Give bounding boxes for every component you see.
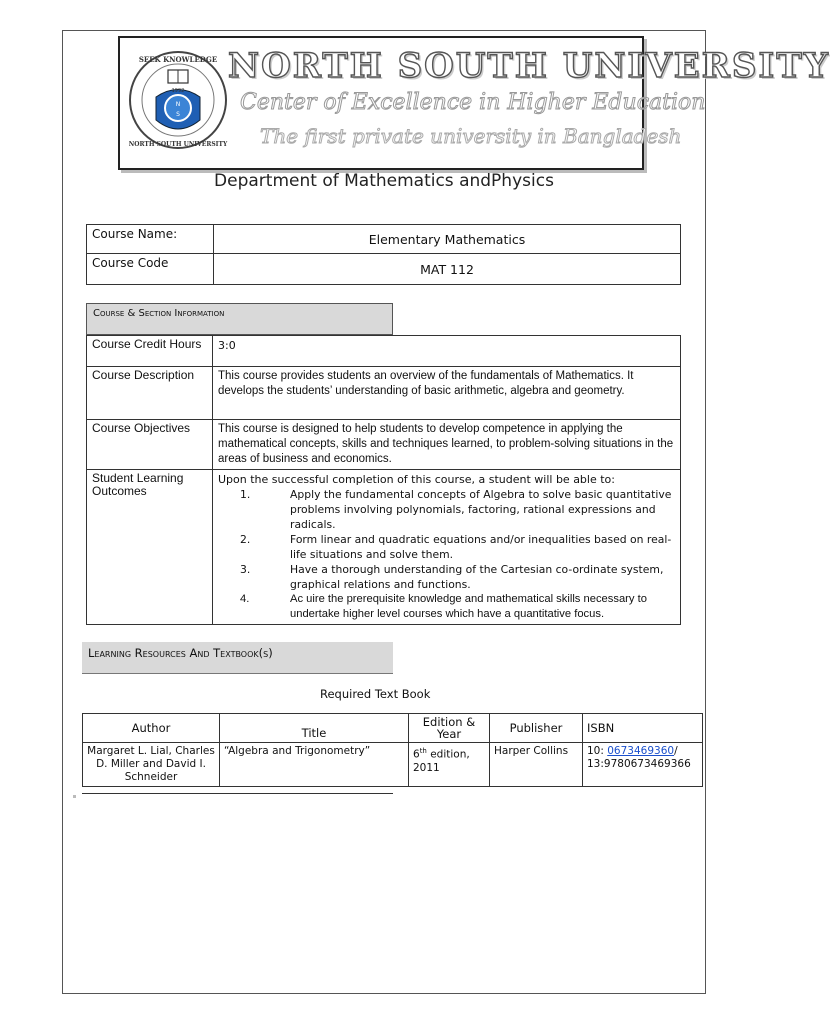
- isbn10-prefix: 10:: [587, 745, 608, 757]
- seal-bottom-text: NORTH SOUTH UNIVERSITY: [128, 141, 228, 148]
- course-code-row: [87, 254, 681, 285]
- edition-suffix: th: [419, 747, 427, 755]
- outcome-number: 4.: [240, 593, 250, 605]
- list-item: [218, 592, 675, 622]
- edition-year: edition, 2011: [413, 748, 470, 774]
- column-header-isbn: ISBN: [583, 714, 703, 743]
- university-banner: [118, 36, 830, 170]
- column-header-edition: Edition & Year: [409, 714, 490, 743]
- column-header-author: Author: [83, 714, 220, 743]
- course-name-value: Elementary Mathematics: [214, 225, 681, 254]
- book-publisher: Harper Collins: [490, 743, 583, 787]
- outcome-text: Apply the fundamental concepts of Algebra to solve basic quantitative problems involving polynomials, factoring, rational expressions and radicals.: [290, 488, 672, 531]
- course-name-label: Course Name:: [87, 225, 214, 254]
- course-code-label: Course Code: [87, 254, 214, 285]
- seal-year: 1992: [171, 88, 185, 94]
- book-isbn: [583, 743, 703, 787]
- edition-number: 6: [413, 748, 420, 761]
- course-code-value: MAT 112: [214, 254, 681, 285]
- resources-header: Learning Resources And Textbook(s): [82, 642, 393, 674]
- outcomes-list: [218, 487, 675, 622]
- course-name-row: [87, 225, 681, 254]
- outcome-number: 1.: [240, 488, 251, 501]
- book-edition: [409, 743, 490, 787]
- credit-row: [87, 336, 681, 367]
- column-header-title: Title: [220, 714, 409, 743]
- credit-value: 3:0: [213, 336, 681, 367]
- outcome-number: 3.: [240, 563, 251, 576]
- outcomes-intro: Upon the successful completion of this course, a student will be able to:: [218, 473, 615, 486]
- table-row: [83, 743, 703, 787]
- svg-text:S: S: [176, 111, 180, 118]
- credit-label: Course Credit Hours: [87, 336, 213, 367]
- outcome-text: Have a thorough understanding of the Cartesian co-ordinate system, graphical relations and functions.: [290, 563, 664, 591]
- university-seal-logo: [126, 42, 230, 160]
- list-item: [218, 487, 675, 532]
- footnote-divider: [82, 793, 393, 794]
- outcomes-row: [87, 470, 681, 625]
- seal-top-text: SEEK KNOWLEDGE: [138, 55, 218, 64]
- university-name: NORTH SOUTH UNIVERSITY: [228, 46, 830, 86]
- list-item: [218, 562, 675, 592]
- course-identity-table: [86, 224, 681, 285]
- outcome-text: Ac uire the prerequisite knowledge and mathematical skills necessary to undertake higher level courses which have a quantitative focus.: [290, 593, 647, 620]
- outcomes-cell: [213, 470, 681, 625]
- book-title: “Algebra and Trigonometry”: [220, 743, 409, 787]
- required-textbook-title: Required Text Book: [320, 687, 431, 701]
- description-label: Course Description: [87, 367, 213, 420]
- department-title: Department of Mathematics andPhysics: [214, 171, 554, 191]
- table-header-row: [83, 714, 703, 743]
- outcome-text: Form linear and quadratic equations and/or inequalities based on real-life situations and solve them.: [290, 533, 672, 561]
- outcomes-label: Student Learning Outcomes: [87, 470, 213, 625]
- textbook-table: [82, 713, 703, 787]
- objectives-label: Course Objectives: [87, 420, 213, 470]
- isbn13: / 13:9780673469366: [587, 745, 691, 770]
- list-item: [218, 532, 675, 562]
- description-row: [87, 367, 681, 420]
- objectives-row: [87, 420, 681, 470]
- motto-line-2: The first private university in Bangladesh: [260, 124, 682, 148]
- motto-line-1: Center of Excellence in Higher Education: [240, 90, 706, 115]
- course-info-table: [86, 335, 681, 625]
- column-header-publisher: Publisher: [490, 714, 583, 743]
- book-author: Margaret L. Lial, Charles D. Miller and David I. Schneider: [83, 743, 220, 787]
- isbn10-link[interactable]: 0673469360: [607, 745, 675, 757]
- description-value: This course provides students an overview of the fundamentals of Mathematics. It develops the students’ understanding of basic arithmetic, algebra and geometry.: [213, 367, 681, 420]
- outcome-number: 2.: [240, 533, 251, 546]
- objectives-value: This course is designed to help students to develop competence in applying the mathematical concepts, skills and techniques learned, to problem-solving situations in the areas of business and economics.: [213, 420, 681, 470]
- section-info-header: Course & Section Information: [86, 303, 393, 335]
- paragraph-mark: [73, 795, 76, 798]
- svg-text:N: N: [175, 101, 181, 108]
